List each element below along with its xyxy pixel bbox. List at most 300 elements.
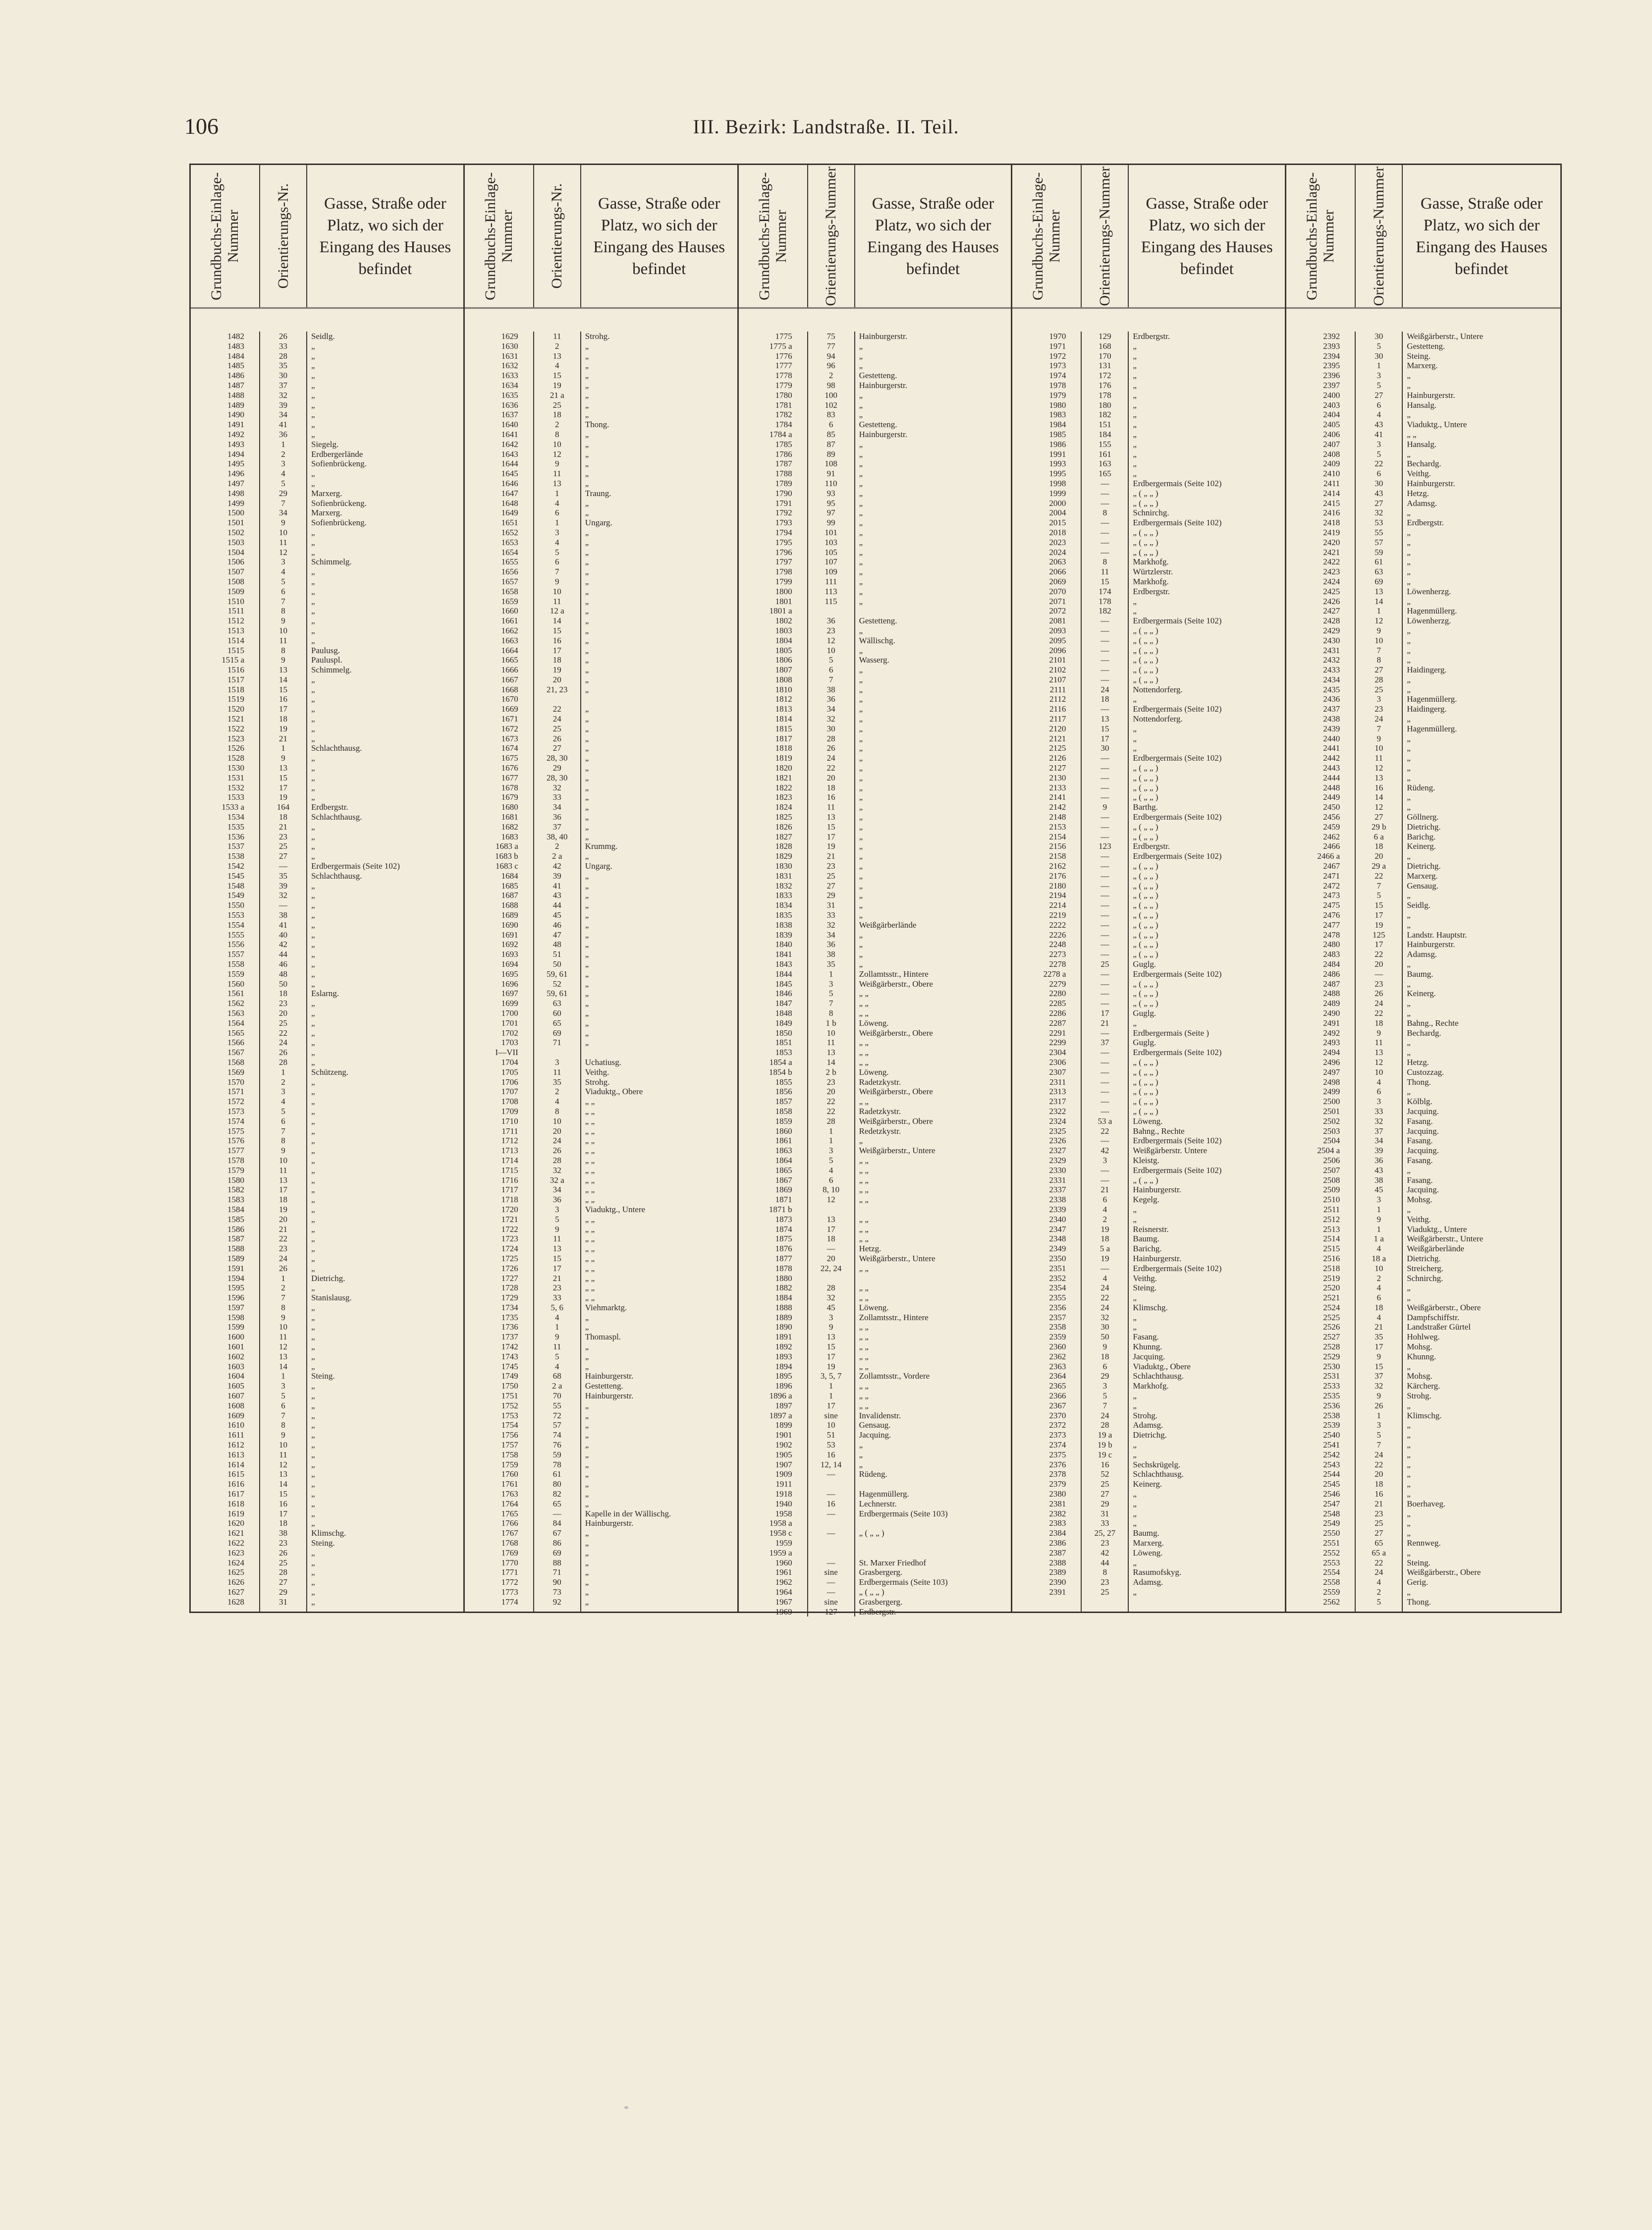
street-name: „ — [859, 527, 863, 537]
orientierungs-nummer: — — [1101, 822, 1109, 832]
einlage-nummer: 2499 — [1323, 1087, 1340, 1097]
street-name: „ „ — [859, 1185, 869, 1195]
orientierungs-nummer: 2 — [555, 1087, 559, 1097]
orientierungs-nummer: 85 — [826, 429, 835, 439]
street-name: Weißgärberstr., Untere — [1407, 1234, 1484, 1244]
einlage-nummer: 2541 — [1323, 1440, 1340, 1450]
street-name: Guglg. — [1133, 959, 1156, 969]
orientierungs-nummer: 27 — [1101, 1489, 1109, 1499]
orientierungs-nummer: 33 — [552, 1293, 561, 1303]
street-name: Schlachthausg. — [1133, 1469, 1184, 1479]
orientierungs-nummer: 9 — [1377, 1214, 1381, 1224]
street-name: „ — [585, 1410, 589, 1420]
street-name: Löweng. — [1133, 1116, 1163, 1126]
street-name: „ — [311, 694, 315, 704]
street-name: „ ( „ „ ) — [1133, 861, 1158, 871]
einlage-nummer: 1577 — [227, 1146, 244, 1156]
einlage-nummer: 1518 — [227, 684, 244, 694]
orientierungs-nummer: 8 — [828, 1008, 833, 1018]
orientierungs-nummer: 29 — [552, 763, 561, 773]
orientierungs-nummer: 5 — [1377, 891, 1381, 900]
street-name: „ „ — [859, 1322, 869, 1332]
column-group-header — [739, 165, 1011, 309]
street-name: „ — [1407, 596, 1411, 606]
street-name: Weißgärberlände — [859, 920, 917, 930]
einlage-nummer: 1558 — [227, 959, 244, 969]
street-name: „ — [311, 1567, 315, 1577]
street-name: Haidingerg. — [1407, 665, 1447, 675]
orientierungs-nummer: 11 — [279, 1450, 287, 1459]
street-name: Hohlweg. — [1407, 1332, 1440, 1342]
einlage-nummer: 1999 — [1049, 488, 1066, 498]
street-name: Hainburgerstr. — [859, 380, 908, 390]
street-name: „ — [311, 851, 315, 861]
einlage-nummer: 1909 — [775, 1469, 792, 1479]
orientierungs-nummer: 14 — [552, 616, 561, 626]
orientierungs-nummer: 17 — [552, 1263, 561, 1273]
orientierungs-nummer: — — [826, 1558, 835, 1567]
einlage-nummer: 1637 — [501, 410, 518, 420]
street-name: „ — [859, 684, 863, 694]
einlage-nummer: 1642 — [501, 439, 518, 449]
street-name-column — [1403, 332, 1560, 1612]
orientierungs-nummer: 93 — [826, 488, 835, 498]
orientierungs-nummer: 107 — [825, 557, 837, 567]
street-name: Bahng., Rechte — [1133, 1126, 1185, 1136]
orientierungs-nummer: 16 — [826, 1450, 835, 1459]
street-name: „ — [585, 1440, 589, 1450]
einlage-nummer: 1699 — [501, 999, 518, 1008]
einlage-nummer: 1646 — [501, 478, 518, 488]
street-name: „ — [859, 596, 863, 606]
street-name: Jacquing. — [1407, 1126, 1439, 1136]
einlage-nummer: 2428 — [1323, 616, 1340, 626]
orientierungs-nummer: 32 — [1375, 1381, 1383, 1391]
einlage-nummer: 2125 — [1049, 743, 1066, 753]
einlage-nummer: 2391 — [1049, 1587, 1066, 1597]
street-name: „ — [1407, 380, 1411, 390]
orientierungs-nummer: 26 — [552, 733, 561, 743]
einlage-nummer: 1556 — [227, 940, 244, 949]
einlage-nummer: 1894 — [775, 1361, 792, 1371]
orientierungs-nummer: 3 — [1377, 439, 1381, 449]
einlage-nummer: 2501 — [1323, 1106, 1340, 1116]
street-name: „ — [311, 1057, 315, 1067]
street-name: „ — [311, 841, 315, 851]
street-name: „ — [311, 1204, 315, 1214]
orientierungs-nummer: 27 — [279, 1577, 287, 1587]
einlage-nummer-column — [1012, 332, 1082, 1612]
page-number: 106 — [184, 113, 219, 139]
street-name: „ — [1133, 1391, 1137, 1401]
orientierungs-nummer: 32 — [826, 714, 835, 724]
einlage-nummer: 1489 — [227, 400, 244, 410]
einlage-nummer-header: Grundbuchs-Einlage-Nummer — [482, 172, 515, 300]
street-name: Hainburgerstr. — [859, 332, 908, 341]
street-name: „ — [585, 940, 589, 949]
einlage-nummer: 2360 — [1049, 1342, 1066, 1352]
street-name: „ „ — [585, 1263, 595, 1273]
einlage-nummer: 2130 — [1049, 773, 1066, 782]
einlage-nummer: 1896 — [775, 1381, 792, 1391]
einlage-nummer: 1863 — [775, 1146, 792, 1156]
orientierungs-nummer: — — [279, 861, 287, 871]
street-name: „ — [1133, 1018, 1137, 1028]
orientierungs-nummer: 151 — [1099, 420, 1111, 430]
orientierungs-nummer: — — [1375, 969, 1383, 979]
einlage-nummer: 1801 a — [769, 606, 792, 616]
street-name — [581, 694, 737, 704]
street-name: Zollamtsstr., Hintere — [859, 969, 929, 979]
street-name: Weißgärberstr., Obere — [859, 979, 933, 989]
orientierungs-nummer: 9 — [281, 616, 285, 626]
street-name: Schützeng. — [311, 1067, 349, 1077]
street-name: „ „ — [585, 1253, 595, 1263]
street-name: „ „ — [859, 1008, 869, 1018]
orientierungs-nummer: 108 — [825, 459, 837, 469]
einlage-nummer: 1972 — [1049, 351, 1066, 361]
orientierungs-nummer: 25 — [279, 841, 287, 851]
einlage-nummer: 1684 — [501, 871, 518, 881]
street-name: „ — [585, 341, 589, 351]
orientierungs-nummer: 102 — [825, 400, 837, 410]
einlage-nummer: 1784 a — [769, 429, 792, 439]
orientierungs-nummer: 7 — [281, 596, 285, 606]
einlage-nummer: 1841 — [775, 949, 792, 959]
einlage-nummer: 1782 — [775, 410, 792, 420]
einlage-nummer: 2071 — [1049, 596, 1066, 606]
street-name: „ — [585, 625, 589, 635]
street-name: „ — [311, 1165, 315, 1175]
einlage-nummer: 1584 — [227, 1204, 244, 1214]
orientierungs-nummer: 20 — [826, 1087, 835, 1097]
street-name: „ — [859, 861, 863, 871]
orientierungs-nummer: 13 — [279, 1469, 287, 1479]
einlage-nummer: 1618 — [227, 1499, 244, 1508]
orientierungs-nummer: 1 a — [1374, 1234, 1384, 1244]
street-name: „ — [311, 1597, 315, 1607]
street-name: „ — [311, 881, 315, 891]
orientierungs-nummer: 41 — [1375, 429, 1383, 439]
einlage-nummer: 1905 — [775, 1450, 792, 1459]
street-name: Steing. — [1133, 1283, 1157, 1293]
orientierungs-nummer: 46 — [279, 959, 287, 969]
orientierungs-nummer: 41 — [552, 881, 561, 891]
orientierungs-nummer: 24 — [1375, 1567, 1383, 1577]
einlage-nummer: 1516 — [227, 665, 244, 675]
einlage-nummer: 1628 — [227, 1597, 244, 1607]
street-name: Schlachthausg. — [311, 743, 362, 753]
einlage-nummer: 1715 — [501, 1165, 518, 1175]
einlage-nummer: 1797 — [775, 557, 792, 567]
einlage-nummer: 1749 — [501, 1371, 518, 1381]
orientierungs-nummer: 19 — [279, 792, 287, 802]
orientierungs-nummer: — — [1101, 674, 1109, 684]
street-name: Paulusg. — [311, 645, 340, 655]
einlage-nummer: 1678 — [501, 782, 518, 792]
orientierungs-nummer: 65 — [552, 1018, 561, 1028]
street-name: Dietrichg. — [311, 1273, 345, 1283]
orientierungs-nummer: 9 — [1377, 1028, 1381, 1038]
street-name: „ ( „ „ ) — [1133, 1087, 1158, 1097]
orientierungs-nummer: — — [1101, 625, 1109, 635]
column-group-header — [191, 165, 463, 309]
street-name: Hainburgerstr. — [585, 1518, 634, 1528]
orientierungs-nummer: — — [1101, 635, 1109, 645]
orientierungs-nummer: 26 — [1375, 989, 1383, 999]
einlage-nummer: 2117 — [1049, 714, 1066, 724]
einlage-nummer: 1689 — [501, 910, 518, 920]
orientierungs-nummer: 26 — [279, 332, 287, 341]
einlage-nummer: 1602 — [227, 1351, 244, 1361]
orientierungs-nummer: 68 — [552, 1371, 561, 1381]
orientierungs-nummer: 31 — [1101, 1508, 1109, 1518]
orientierungs-nummer: 13 — [826, 812, 835, 822]
orientierungs-nummer: — — [1101, 1087, 1109, 1097]
einlage-nummer: 2331 — [1049, 1175, 1066, 1185]
orientierungs-nummer: 9 — [281, 655, 285, 665]
street-name: „ — [311, 724, 315, 733]
street-name: Strohg. — [1133, 1410, 1157, 1420]
einlage-nummer: 1562 — [227, 999, 244, 1008]
einlage-nummer: 1643 — [501, 449, 518, 459]
street-name: Steing. — [311, 1371, 335, 1381]
street-name: „ — [311, 586, 315, 596]
street-name: Gensaug. — [1407, 881, 1438, 891]
street-name: „ — [311, 684, 315, 694]
einlage-nummer: 1724 — [501, 1244, 518, 1254]
street-name: Bahng., Rechte — [1407, 1018, 1459, 1028]
einlage-nummer: 1538 — [227, 851, 244, 861]
street-name: „ — [585, 979, 589, 989]
einlage-nummer: 1713 — [501, 1146, 518, 1156]
einlage-nummer: 1621 — [227, 1528, 244, 1538]
orientierungs-nummer: 1 — [281, 1273, 285, 1283]
orientierungs-nummer: 63 — [1375, 567, 1383, 577]
orientierungs-nummer: 22 — [1101, 1126, 1109, 1136]
einlage-nummer: 2475 — [1323, 900, 1340, 910]
einlage-nummer: 1658 — [501, 586, 518, 596]
orientierungs-nummer: 22 — [826, 1106, 835, 1116]
street-name: „ — [1407, 1469, 1411, 1479]
einlage-nummer: 1597 — [227, 1302, 244, 1312]
orientierungs-nummer: 24 — [1101, 684, 1109, 694]
street-name: Adamsg. — [1407, 949, 1437, 959]
street-name: Rennweg. — [1407, 1538, 1441, 1548]
einlage-nummer: 1645 — [501, 469, 518, 479]
street-name: „ — [311, 1155, 315, 1165]
orientierungs-nummer: 17 — [826, 1224, 835, 1234]
einlage-nummer: 2507 — [1323, 1165, 1340, 1175]
orientierungs-nummer: 57 — [1375, 537, 1383, 547]
einlage-nummer: 2392 — [1323, 332, 1340, 341]
orientierungs-nummer: 10 — [1375, 743, 1383, 753]
orientierungs-nummer: 2 — [281, 1283, 285, 1293]
street-header-cell — [1403, 165, 1560, 307]
orientierungs-nummer: 22 — [1375, 871, 1383, 881]
street-name: „ — [1133, 1518, 1137, 1528]
street-name: „ — [585, 763, 589, 773]
street-name: „ — [585, 733, 589, 743]
einlage-nummer: 2070 — [1049, 586, 1066, 596]
einlage-nummer: 1607 — [227, 1391, 244, 1401]
einlage-nummer: 1901 — [775, 1430, 792, 1440]
einlage-nummer: 2409 — [1323, 459, 1340, 469]
orientierungs-nummer: 3, 5, 7 — [820, 1371, 842, 1381]
einlage-nummer: 1736 — [501, 1322, 518, 1332]
einlage-nummer: 1672 — [501, 724, 518, 733]
orientierungs-nummer: 28 — [1375, 674, 1383, 684]
orientierungs-nummer: 76 — [552, 1440, 561, 1450]
einlage-nummer: 2133 — [1049, 782, 1066, 792]
orientierungs-nummer: 35 — [279, 361, 287, 371]
orientierungs-nummer: 123 — [1099, 841, 1111, 851]
orientierungs-nummer: 69 — [1375, 576, 1383, 586]
orientierungs-nummer: 82 — [552, 1489, 561, 1499]
einlage-nummer: 1754 — [501, 1420, 518, 1430]
einlage-nummer: 1512 — [227, 616, 244, 626]
orientierungs-nummer: 38 — [279, 910, 287, 920]
orientierungs-nummer: 1 — [281, 439, 285, 449]
orientierungs-nummer: 22 — [1375, 1558, 1383, 1567]
orientierungs-nummer: 18 — [1375, 1479, 1383, 1489]
einlage-nummer: 1583 — [227, 1195, 244, 1205]
orientierungs-nummer: 26 — [279, 1048, 287, 1058]
orientierungs-nummer: 46 — [552, 920, 561, 930]
einlage-nummer: 1667 — [501, 674, 518, 684]
street-name: „ „ — [585, 1224, 595, 1234]
street-name: Erdbergermais (Seite 103) — [859, 1508, 948, 1518]
orientierungs-nummer: 5 — [1102, 1391, 1107, 1401]
einlage-nummer: 2525 — [1323, 1312, 1340, 1322]
street-name: „ — [1407, 1489, 1411, 1499]
einlage-nummer: 1653 — [501, 537, 518, 547]
orientierungs-nummer: 37 — [1375, 1126, 1383, 1136]
street-name: Adamsg. — [1133, 1420, 1163, 1430]
orientierungs-nummer: 17 — [826, 832, 835, 841]
einlage-nummer: 1491 — [227, 420, 244, 430]
street-name: „ — [859, 547, 863, 557]
einlage-nummer: 1495 — [227, 459, 244, 469]
einlage-nummer: 2423 — [1323, 567, 1340, 577]
street-name: „ — [311, 1400, 315, 1410]
street-name: „ „ — [585, 1146, 595, 1156]
einlage-nummer: 1528 — [227, 753, 244, 763]
street-name: Kapelle in der Wällischg. — [585, 1508, 671, 1518]
einlage-nummer: 2542 — [1323, 1450, 1340, 1459]
einlage-nummer: 1679 — [501, 792, 518, 802]
street-name: Schlachthausg. — [311, 812, 362, 822]
orientierungs-nummer: 15 — [279, 773, 287, 782]
orientierungs-nummer: 1 — [828, 1381, 833, 1391]
orientierungs-nummer: 53 a — [1098, 1116, 1112, 1126]
street-name: „ — [311, 1558, 315, 1567]
orientierungs-nummer: 25 — [1101, 1587, 1109, 1597]
orientierungs-nummer: 9 — [281, 753, 285, 763]
einlage-nummer: 1682 — [501, 822, 518, 832]
orientierungs-nummer: 37 — [1375, 1371, 1383, 1381]
orientierungs-nummer: 3 — [828, 1146, 833, 1156]
orientierungs-nummer: 25 — [1375, 1518, 1383, 1528]
street-name: „ — [311, 900, 315, 910]
einlage-nummer: 1764 — [501, 1499, 518, 1508]
einlage-nummer: 2004 — [1049, 508, 1066, 518]
orientierungs-nummer: 11 — [553, 1342, 561, 1352]
street-name: Hainburgerstr. — [1407, 940, 1455, 949]
orientierungs-nummer: 18 — [552, 655, 561, 665]
einlage-nummer: 2101 — [1049, 655, 1066, 665]
einlage-nummer: 1784 — [775, 420, 792, 430]
street-name: „ — [311, 527, 315, 537]
orientierungs-nummer: 30 — [826, 724, 835, 733]
orientierungs-nummer: 41 — [279, 920, 287, 930]
orientierungs-nummer: 9 — [1377, 1391, 1381, 1401]
street-name: Traung. — [585, 488, 611, 498]
orientierungs-nummer: 13 — [1375, 773, 1383, 782]
orientierungs-nummer: — — [826, 1577, 835, 1587]
street-name: Rüdeng. — [859, 1469, 887, 1479]
einlage-nummer: 1531 — [227, 773, 244, 782]
street-name: „ — [1133, 351, 1137, 361]
street-name: Dietrichg. — [1133, 1430, 1167, 1440]
einlage-nummer: 1791 — [775, 498, 792, 508]
orientierungs-nummer: 1 — [828, 1391, 833, 1401]
orientierungs-nummer: 4 — [1377, 1077, 1381, 1087]
street-name: „ — [311, 1459, 315, 1469]
orientierungs-nummer: 17 — [1375, 1342, 1383, 1352]
street-name: Viaduktg., Obere — [1133, 1361, 1191, 1371]
einlage-nummer: 2339 — [1049, 1204, 1066, 1214]
orientierungs-nummer: 38 — [826, 949, 835, 959]
einlage-nummer: 2311 — [1049, 1077, 1066, 1087]
orientierungs-nummer: 13 — [279, 1351, 287, 1361]
einlage-nummer: 2347 — [1049, 1224, 1066, 1234]
orientierungs-nummer: 21 — [279, 733, 287, 743]
einlage-nummer: 1860 — [775, 1126, 792, 1136]
einlage-nummer: 1991 — [1049, 449, 1066, 459]
street-name: „ — [585, 380, 589, 390]
orientierungs-nummer: 17 — [826, 1351, 835, 1361]
orientierungs-nummer: 21 — [1375, 1499, 1383, 1508]
orientierungs-nummer: 15 — [1101, 576, 1109, 586]
orientierungs-nummer-column — [1356, 332, 1403, 1612]
orientierungs-nummer: 45 — [552, 910, 561, 920]
street-name: „ — [859, 841, 863, 851]
einlage-nummer: 2490 — [1323, 1008, 1340, 1018]
orientierungs-nummer: — — [1101, 488, 1109, 498]
street-name: Schimmelg. — [311, 557, 352, 567]
einlage-nummer: 1647 — [501, 488, 518, 498]
orientierungs-nummer: 6 — [1377, 400, 1381, 410]
orientierungs-nummer: 6 — [555, 508, 559, 518]
einlage-nummer: 2376 — [1049, 1459, 1066, 1469]
einlage-nummer: 2411 — [1323, 478, 1340, 488]
einlage-nummer: 1509 — [227, 586, 244, 596]
street-name: „ — [311, 1018, 315, 1028]
street-name: „ — [311, 1430, 315, 1440]
orientierungs-nummer: 15 — [552, 371, 561, 381]
einlage-nummer: 1727 — [501, 1273, 518, 1283]
einlage-nummer: 1688 — [501, 900, 518, 910]
orientierungs-nummer: 18 — [826, 1234, 835, 1244]
orientierungs-nummer: 28 — [1101, 1420, 1109, 1430]
street-name: Nottendorferg. — [1133, 714, 1183, 724]
street-name: „ „ — [585, 1185, 595, 1195]
orientierungs-nummer: 42 — [1101, 1146, 1109, 1156]
street-name: „ — [859, 704, 863, 714]
orientierungs-nummer: 164 — [276, 802, 290, 812]
orientierungs-nummer: 18 — [279, 812, 287, 822]
